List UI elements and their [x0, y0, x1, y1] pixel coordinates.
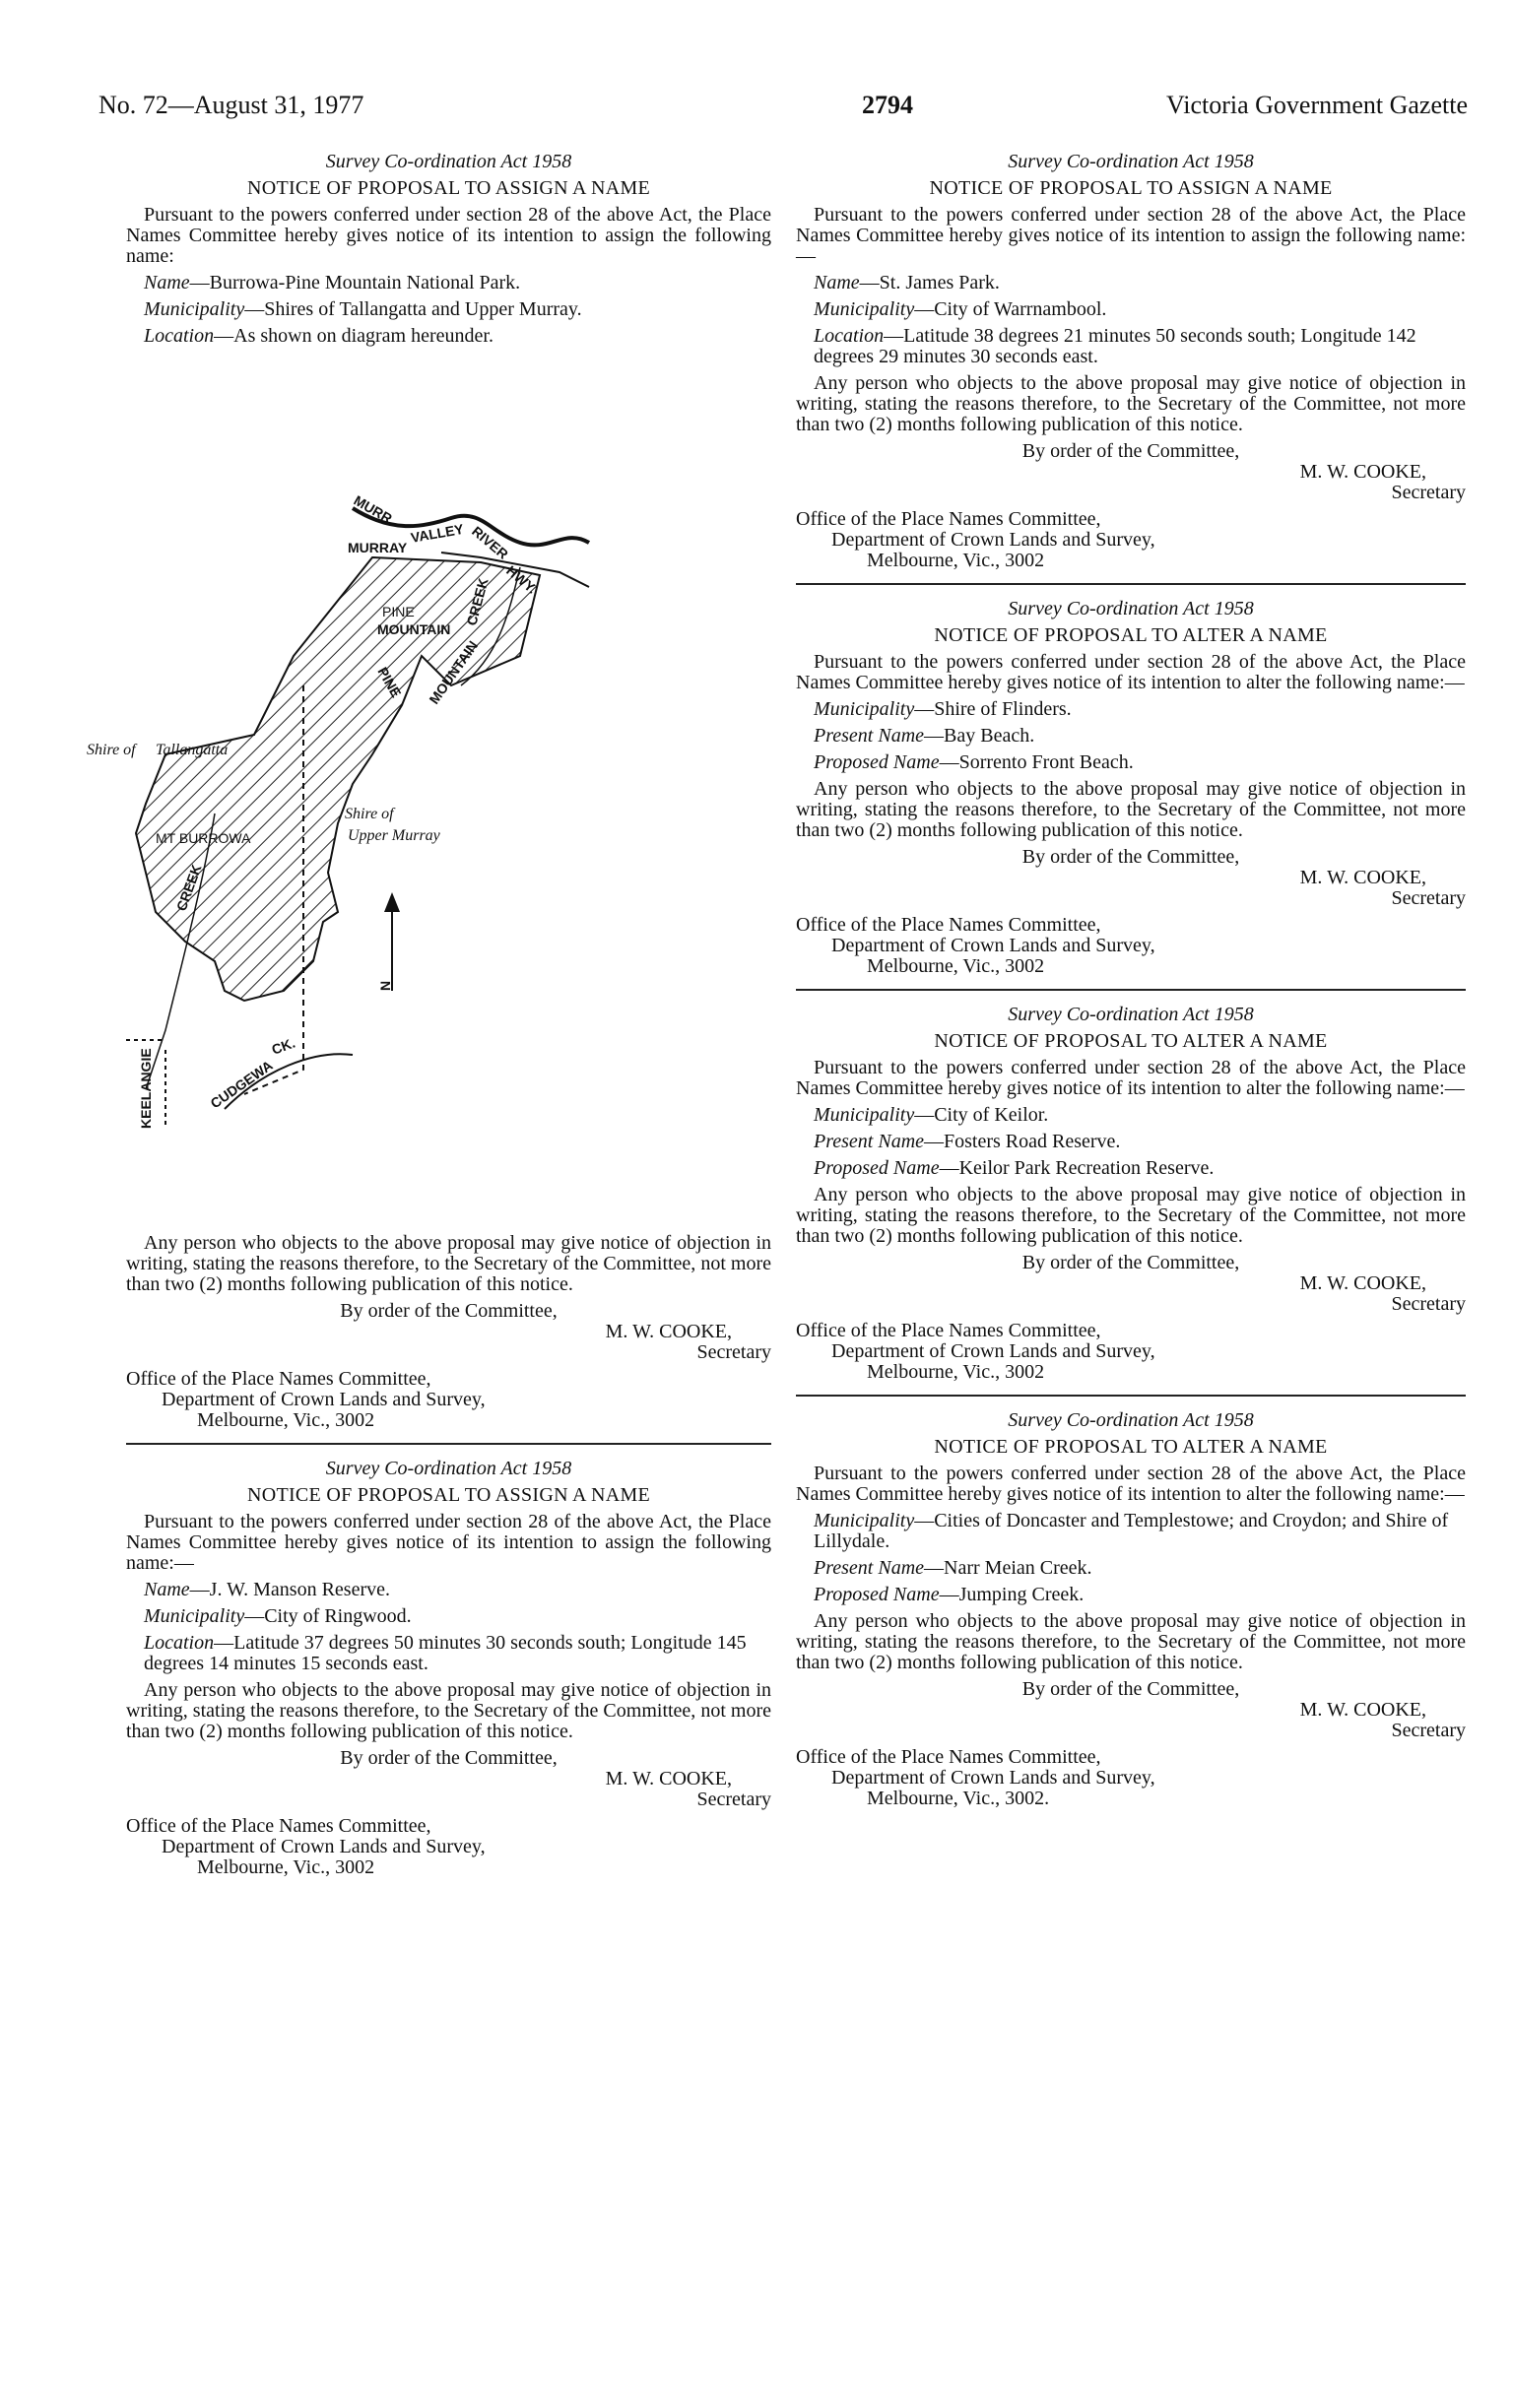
label-burrowa-creek: CREEK	[172, 862, 205, 914]
label-mountain-road: MOUNTAIN	[426, 637, 482, 707]
notice-title: NOTICE OF PROPOSAL TO ALTER A NAME	[934, 624, 1328, 646]
signatory-name: M. W. COOKE,	[1299, 867, 1426, 888]
right-column	[796, 148, 1466, 1821]
north-arrow-head	[384, 892, 400, 912]
office-address: Office of the Place Names Committee, Department of Crown Lands and Survey, Melbourne, Vic., 3002	[126, 1815, 486, 1878]
publication-name: Victoria Government Gazette	[1166, 91, 1468, 119]
label-creek: CREEK	[463, 576, 492, 627]
present-name-field: Present Name—Narr Meian Creek.	[814, 1557, 1092, 1579]
objection-text: Any person who objects to the above proposal may give notice of objection in writing, stating the reasons therefore, to the Secretary of the Committee, not more than two (2) months following publication of this notice.	[796, 1184, 1466, 1247]
label-shire-of-upper: Shire of	[345, 806, 394, 822]
objection-text: Any person who objects to the above proposal may give notice of objection in writing, stating the reasons therefore, to the Secretary of the Committee, not more than two (2) months following publication of this notice.	[126, 1232, 771, 1295]
label-pine: PINE	[382, 604, 415, 619]
label-north: N	[377, 980, 393, 991]
proposed-name-field: Proposed Name—Jumping Creek.	[814, 1584, 1085, 1605]
office-address: Office of the Place Names Committee, Department of Crown Lands and Survey, Melbourne, Vic., 3002	[796, 914, 1155, 977]
notice-manson	[126, 1459, 771, 1878]
municipality-field: Municipality—City of Warrnambool.	[814, 298, 1107, 320]
label-murray-river: MURR	[351, 491, 395, 527]
office-address: Office of the Place Names Committee, Department of Crown Lands and Survey, Melbourne, Vic., 3002	[796, 508, 1155, 571]
signatory-name: M. W. COOKE,	[1299, 1699, 1426, 1721]
left-column	[87, 148, 771, 1890]
act-title: Survey Co-ordination Act 1958	[1008, 1004, 1254, 1025]
municipality-field: Municipality—Cities of Doncaster and Templestowe; and Croydon; and Shire of Lillydale.	[814, 1510, 1449, 1552]
objection-text: Any person who objects to the above proposal may give notice of objection in writing, stating the reasons therefore, to the Secretary of the Committee, not more than two (2) months following publication of this notice.	[796, 372, 1466, 435]
label-murray: MURRAY	[348, 540, 408, 555]
act-title: Survey Co-ordination Act 1958	[1008, 1409, 1254, 1431]
proposed-name-field: Proposed Name—Keilor Park Recreation Reserve.	[814, 1157, 1215, 1179]
notice-title: NOTICE OF PROPOSAL TO ASSIGN A NAME	[246, 1484, 651, 1506]
notice-intro: Pursuant to the powers conferred under section 28 of the above Act, the Place Names Committee hereby gives notice of its intention to alter the following name:—	[796, 1057, 1466, 1099]
label-pine-road: PINE	[374, 664, 405, 700]
municipality-field: Municipality—Shire of Flinders.	[814, 698, 1072, 720]
act-title: Survey Co-ordination Act 1958	[325, 1458, 572, 1479]
act-title: Survey Co-ordination Act 1958	[1008, 598, 1254, 619]
objection-text: Any person who objects to the above proposal may give notice of objection in writing, stating the reasons therefore, to the Secretary of the Committee, not more than two (2) months following publication of this notice.	[796, 1610, 1466, 1673]
signature-block: By order of the Committee, M. W. COOKE, Secretary	[796, 1679, 1466, 1741]
notice-title: NOTICE OF PROPOSAL TO ALTER A NAME	[934, 1030, 1328, 1052]
divider	[796, 1395, 1466, 1397]
act-title: Survey Co-ordination Act 1958	[325, 151, 572, 172]
label-river: RIVER	[469, 523, 512, 562]
notice-intro: Pursuant to the powers conferred under section 28 of the above Act, the Place Names Committee hereby gives notice of its intention to alter the following name:—	[796, 1463, 1466, 1505]
label-mountain: MOUNTAIN	[377, 621, 451, 637]
notice-title: NOTICE OF PROPOSAL TO ALTER A NAME	[934, 1436, 1328, 1458]
signature-block: By order of the Committee, M. W. COOKE, Secretary	[126, 1748, 771, 1810]
page-number: 2794	[862, 91, 913, 119]
location-field: Location—As shown on diagram hereunder.	[144, 325, 493, 347]
signature-block: By order of the Committee, M. W. COOKE, Secretary	[126, 1301, 771, 1363]
present-name-field: Present Name—Fosters Road Reserve.	[814, 1131, 1121, 1152]
office-address: Office of the Place Names Committee, Department of Crown Lands and Survey, Melbourne, Vic., 3002.	[796, 1746, 1155, 1809]
label-tallangatta: Tallangatta	[156, 742, 229, 758]
notice-bay-beach	[796, 599, 1466, 977]
notice-intro: Pursuant to the powers conferred under section 28 of the above Act, the Place Names Committee hereby gives notice of its intention to assign the following name:	[126, 204, 771, 267]
proposed-name-field: Proposed Name—Sorrento Front Beach.	[814, 751, 1134, 773]
objection-text: Any person who objects to the above proposal may give notice of objection in writing, stating the reasons therefore, to the Secretary of the Committee, not more than two (2) months following publication of this notice.	[796, 778, 1466, 841]
diagram-svg	[87, 360, 771, 1227]
label-ck: CK.	[269, 1034, 297, 1058]
signatory-name: M. W. COOKE,	[1299, 461, 1426, 483]
notice-st-james	[796, 152, 1466, 571]
signatory-name: M. W. COOKE,	[605, 1768, 732, 1790]
divider	[126, 1443, 771, 1445]
notice-title: NOTICE OF PROPOSAL TO ASSIGN A NAME	[929, 177, 1333, 199]
location-field: Location—Latitude 37 degrees 50 minutes 30 seconds south; Longitude 145 degrees 14 minutes 15 seconds east.	[144, 1632, 747, 1674]
notice-title: NOTICE OF PROPOSAL TO ASSIGN A NAME	[246, 177, 651, 199]
notice-burrowa	[87, 151, 771, 1431]
signatory-name: M. W. COOKE,	[605, 1321, 732, 1342]
label-hwy: HWY.	[503, 562, 541, 597]
present-name-field: Present Name—Bay Beach.	[814, 725, 1035, 747]
notice-intro: Pursuant to the powers conferred under section 28 of the above Act, the Place Names Committee hereby gives notice of its intention to assign the following name:—	[126, 1511, 771, 1574]
divider	[796, 989, 1466, 991]
signature-block: By order of the Committee, M. W. COOKE, Secretary	[796, 1253, 1466, 1315]
location-diagram	[87, 360, 771, 1227]
signatory-name: M. W. COOKE,	[1299, 1272, 1426, 1294]
location-field: Location—Latitude 38 degrees 21 minutes 50 seconds south; Longitude 142 degrees 29 minutes 30 seconds east.	[814, 325, 1416, 367]
notice-intro: Pursuant to the powers conferred under section 28 of the above Act, the Place Names Committee hereby gives notice of its intention to assign the following name:—	[796, 204, 1466, 267]
notice-intro: Pursuant to the powers conferred under section 28 of the above Act, the Place Names Committee hereby gives notice of its intention to alter the following name:—	[796, 651, 1466, 693]
name-field: Name—J. W. Manson Reserve.	[144, 1579, 390, 1600]
label-mt-burrowa: MT BURROWA	[156, 830, 251, 846]
act-title: Survey Co-ordination Act 1958	[1008, 151, 1254, 172]
label-keelangie: KEELANGIE	[138, 1048, 154, 1129]
gazette-header	[99, 91, 1468, 130]
office-address: Office of the Place Names Committee, Department of Crown Lands and Survey, Melbourne, Vic., 3002	[796, 1320, 1155, 1383]
label-cudgewa: CUDGEWA	[207, 1057, 276, 1112]
signature-block: By order of the Committee, M. W. COOKE, Secretary	[796, 441, 1466, 503]
name-field: Name—St. James Park.	[814, 272, 1000, 293]
issue-date: No. 72—August 31, 1977	[99, 91, 364, 119]
notice-jumping-creek	[796, 1410, 1466, 1809]
name-field: Name—Burrowa-Pine Mountain National Park.	[144, 272, 521, 293]
signature-block: By order of the Committee, M. W. COOKE, Secretary	[796, 847, 1466, 909]
municipality-field: Municipality—City of Keilor.	[814, 1104, 1049, 1126]
notice-keilor	[796, 1005, 1466, 1383]
label-upper-murray: Upper Murray	[348, 827, 440, 844]
municipality-field: Municipality—Shires of Tallangatta and Upper Murray.	[144, 298, 582, 320]
objection-text: Any person who objects to the above proposal may give notice of objection in writing, stating the reasons therefore, to the Secretary of the Committee, not more than two (2) months following publication of this notice.	[126, 1679, 771, 1742]
divider	[796, 583, 1466, 585]
municipality-field: Municipality—City of Ringwood.	[144, 1605, 412, 1627]
label-shire-of: Shire of	[87, 742, 136, 758]
label-valley: VALLEY	[409, 520, 465, 546]
office-address: Office of the Place Names Committee, Department of Crown Lands and Survey, Melbourne, Vic., 3002	[126, 1368, 486, 1431]
